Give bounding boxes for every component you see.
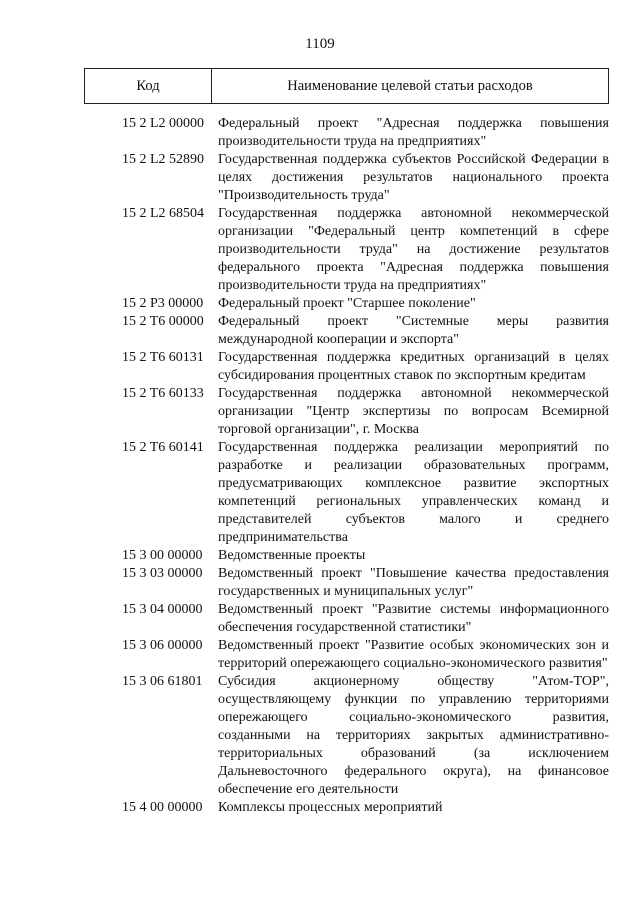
row-name: Субсидия акционерному обществу "Атом-ТОР", осуществляющему функции по управлению территориями опережающего социально-экономического развития, созданными на территориях закрытых административно-территориальных образований (за исключением Дальневосточного федерального округа), на финансовое обеспечение его деятельности	[218, 674, 609, 797]
table-row	[84, 313, 609, 349]
table-row	[84, 349, 609, 385]
table-row	[84, 601, 609, 637]
page-number: 1109	[305, 36, 335, 52]
row-code: 15 2 P3 00000	[122, 296, 204, 311]
row-code: 15 3 00 00000	[122, 548, 203, 563]
row-name: Федеральный проект "Системные меры развития международной кооперации и экспорта"	[218, 314, 609, 347]
header-code: Код	[85, 69, 212, 103]
row-code: 15 2 T6 60141	[122, 440, 204, 455]
row-name: Ведомственные проекты	[218, 548, 366, 563]
row-name: Комплексы процессных мероприятий	[218, 800, 443, 815]
table-body	[84, 115, 609, 817]
table-row	[84, 565, 609, 601]
row-code: 15 2 T6 00000	[122, 314, 204, 329]
table-row	[84, 295, 609, 313]
row-code: 15 4 00 00000	[122, 800, 203, 815]
row-name: Федеральный проект "Старшее поколение"	[218, 296, 476, 311]
row-name: Государственная поддержка автономной некоммерческой организации "Центр экспертизы по вопросам Всемирной торговой организации", г. Москва	[218, 386, 609, 437]
table-row	[84, 151, 609, 205]
table-row	[84, 673, 609, 799]
row-code: 15 3 06 00000	[122, 638, 203, 653]
row-name: Государственная поддержка автономной некоммерческой организации "Федеральный центр компетенций в сфере производительности труда" на достижение результатов федерального проекта "Адресная поддержка повышения производительности труда на предприятиях"	[218, 206, 609, 293]
row-code: 15 3 06 61801	[122, 674, 203, 689]
table-row	[84, 637, 609, 673]
table-row	[84, 799, 609, 817]
row-name: Ведомственный проект "Развитие особых экономических зон и территорий опережающего социально-экономического развития"	[218, 638, 609, 671]
row-name: Государственная поддержка кредитных организаций в целях субсидирования процентных ставок по экспортным кредитам	[218, 350, 609, 383]
table-row	[84, 205, 609, 295]
row-code: 15 2 L2 00000	[122, 116, 205, 131]
table-header	[84, 68, 609, 104]
row-code: 15 2 L2 68504	[122, 206, 205, 221]
row-code: 15 2 L2 52890	[122, 152, 205, 167]
row-code: 15 2 T6 60131	[122, 350, 204, 365]
table-row	[84, 115, 609, 151]
row-name: Ведомственный проект "Развитие системы информационного обеспечения государственной статистики"	[218, 602, 609, 635]
row-name: Ведомственный проект "Повышение качества предоставления государственных и муниципальных услуг"	[218, 566, 609, 599]
row-code: 15 3 03 00000	[122, 566, 203, 581]
table-row	[84, 439, 609, 547]
row-name: Государственная поддержка реализации мероприятий по разработке и реализации образовательных программ, предусматривающих комплексное развитие экспортных компетенций региональных управленческих команд и представителей субъектов малого и среднего предпринимательства	[218, 440, 609, 545]
row-name: Федеральный проект "Адресная поддержка повышения производительности труда на предприятиях"	[218, 116, 609, 149]
table-row	[84, 547, 609, 565]
header-name: Наименование целевой статьи расходов	[287, 77, 533, 94]
row-code: 15 3 04 00000	[122, 602, 203, 617]
row-name: Государственная поддержка субъектов Российской Федерации в целях достижения результатов национального проекта "Производительность труда"	[218, 152, 609, 203]
row-code: 15 2 T6 60133	[122, 386, 204, 401]
table-row	[84, 385, 609, 439]
